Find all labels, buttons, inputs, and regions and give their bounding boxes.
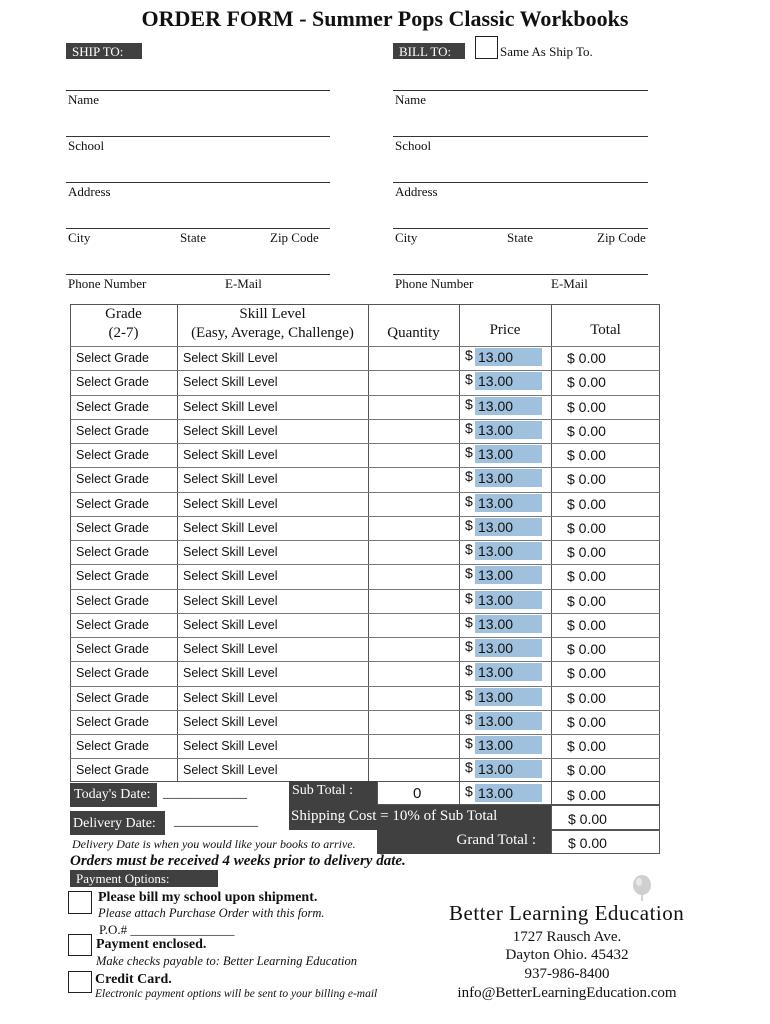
skill-level-select[interactable]: Select Skill Level [183, 399, 278, 414]
price-currency: $ [465, 371, 473, 388]
grade-select[interactable]: Select Grade [76, 496, 149, 511]
price-currency: $ [465, 662, 473, 679]
grade-select[interactable]: Select Grade [76, 714, 149, 729]
skill-level-select[interactable]: Select Skill Level [183, 520, 278, 535]
price-field: 13.00 [475, 639, 542, 657]
price-currency: $ [465, 492, 473, 509]
grand-total: $ 0.00 [568, 835, 607, 851]
ship-address-label: Address [68, 184, 111, 199]
price-currency: $ [465, 395, 473, 412]
company-name: Better Learning Education [449, 901, 685, 925]
bill-phone-label: Phone Number [395, 276, 474, 291]
price-field: 13.00 [475, 712, 542, 730]
price-field: 13.00 [475, 494, 542, 512]
order-warning: Orders must be received 4 weeks prior to delivery date. [70, 853, 406, 869]
price-field: 13.00 [475, 469, 542, 487]
bill-school-label: School [395, 138, 432, 153]
row-total: $ 0.00 [567, 374, 606, 391]
skill-level-select[interactable]: Select Skill Level [183, 569, 278, 584]
bill-school-label: Please bill my school upon shipment. [98, 890, 318, 905]
bill-city-label: City [395, 230, 418, 245]
row-total: $ 0.00 [567, 616, 606, 633]
bill-school-checkbox[interactable] [68, 891, 92, 914]
grade-select[interactable]: Select Grade [76, 569, 149, 584]
same-as-ship-checkbox[interactable] [475, 36, 498, 59]
header-skill: Skill Level (Easy, Average, Challenge) [191, 306, 354, 341]
price-field: 13.00 [475, 445, 542, 463]
price-field: 13.00 [475, 566, 542, 584]
row-total: $ 0.00 [567, 495, 606, 512]
price-field: 13.00 [475, 372, 542, 390]
ship-city-label: City [68, 230, 91, 245]
grand-total-label: Grand Total : [377, 830, 551, 854]
price-field: 13.00 [475, 542, 542, 560]
bill-zip-label: Zip Code [597, 230, 646, 245]
skill-level-select[interactable]: Select Skill Level [183, 472, 278, 487]
grade-select[interactable]: Select Grade [76, 690, 149, 705]
skill-level-select[interactable]: Select Skill Level [183, 642, 278, 656]
balloon-logo-icon [630, 874, 654, 902]
credit-card-checkbox[interactable] [68, 971, 92, 993]
bill-name-line[interactable] [393, 90, 648, 91]
bill-name-label: Name [395, 92, 427, 107]
price-currency: $ [465, 419, 473, 436]
row-total: $ 0.00 [567, 422, 606, 439]
payment-enclosed-note: Make checks payable to: Better Learning Education [96, 954, 358, 968]
ship-school-label: School [68, 138, 105, 153]
price-field: 13.00 [475, 760, 542, 778]
row-total: $ 0.00 [567, 713, 606, 730]
ship-email-label: E-Mail [225, 276, 262, 291]
ship-city-line[interactable] [66, 228, 330, 229]
row-total: $ 0.00 [567, 762, 606, 779]
grade-select[interactable]: Select Grade [76, 399, 149, 414]
price-currency: $ [465, 541, 473, 557]
company-city: Dayton Ohio. 45432 [505, 947, 629, 963]
price-currency: $ [465, 759, 473, 776]
ship-to-tag: SHIP TO: [66, 43, 142, 59]
bill-to-tag: BILL TO: [393, 43, 465, 59]
grade-select[interactable]: Select Grade [76, 423, 149, 438]
skill-level-select[interactable]: Select Skill Level [183, 739, 278, 753]
price-currency: $ [465, 638, 473, 654]
row-total: $ 0.00 [567, 519, 606, 536]
row-total: $ 0.00 [567, 350, 606, 366]
shipping-total: $ 0.00 [568, 811, 607, 827]
subtotal-quantity: 0 [413, 785, 422, 802]
grade-select[interactable]: Select Grade [76, 617, 149, 632]
delivery-date-field[interactable]: ____________ [174, 814, 258, 829]
grade-select[interactable]: Select Grade [76, 351, 149, 365]
row-total: $ 0.00 [567, 544, 606, 560]
grade-select[interactable]: Select Grade [76, 666, 149, 681]
row-total: $ 0.00 [567, 592, 606, 609]
shipping-label: Shipping Cost = 10% of Sub Total [289, 805, 551, 830]
grade-select[interactable]: Select Grade [76, 545, 149, 559]
grade-select[interactable]: Select Grade [76, 593, 149, 608]
ship-state-label: State [180, 230, 206, 245]
grade-select[interactable]: Select Grade [76, 739, 149, 753]
price-currency: $ [465, 589, 473, 606]
grade-select[interactable]: Select Grade [76, 642, 149, 656]
todays-date-label: Today's Date: [70, 783, 157, 807]
price-currency: $ [465, 444, 473, 460]
price-field: 13.00 [475, 518, 542, 536]
price-currency: $ [465, 686, 473, 703]
bill-address-label: Address [395, 184, 438, 199]
grade-select[interactable]: Select Grade [76, 448, 149, 462]
skill-level-select[interactable]: Select Skill Level [183, 617, 278, 632]
price-field: 13.00 [475, 663, 542, 681]
subtotal-label: Sub Total : [289, 781, 377, 805]
bill-phone-line[interactable] [393, 274, 648, 275]
row-total: $ 0.00 [567, 665, 606, 682]
skill-level-select[interactable]: Select Skill Level [183, 496, 278, 511]
skill-level-select[interactable]: Select Skill Level [183, 666, 278, 681]
bill-city-line[interactable] [393, 228, 648, 229]
company-email[interactable]: info@BetterLearningEducation.com [457, 985, 677, 1001]
grade-select[interactable]: Select Grade [76, 472, 149, 487]
subtotal-total: $ 0.00 [567, 787, 606, 803]
credit-card-note: Electronic payment options will be sent to your billing e-mail [95, 988, 378, 1000]
grade-select[interactable]: Select Grade [76, 763, 149, 778]
ship-name-label: Name [68, 92, 100, 107]
payment-enclosed-label: Payment enclosed. [96, 937, 207, 952]
delivery-note: Delivery Date is when you would like your books to arrive. [72, 837, 356, 851]
payment-options-tag: Payment Options: [70, 870, 218, 887]
row-total: $ 0.00 [567, 568, 606, 585]
row-total: $ 0.00 [567, 471, 606, 488]
price-field: 13.00 [475, 688, 542, 706]
price-field: 13.00 [475, 591, 542, 609]
company-phone: 937-986-8400 [524, 966, 610, 982]
payment-enclosed-checkbox[interactable] [68, 934, 92, 956]
skill-level-select[interactable]: Select Skill Level [183, 423, 278, 438]
bill-address-line[interactable] [393, 182, 648, 183]
price-field: 13.00 [475, 348, 542, 366]
bill-state-label: State [507, 230, 533, 245]
page-title: ORDER FORM - Summer Pops Classic Workbooks [141, 6, 629, 31]
skill-level-select[interactable]: Select Skill Level [183, 545, 278, 559]
skill-level-select[interactable]: Select Skill Level [183, 714, 278, 729]
subtotal-price: 13.00 [475, 784, 542, 802]
row-total: $ 0.00 [567, 641, 606, 657]
grade-select[interactable]: Select Grade [76, 520, 149, 535]
header-price: Price [489, 322, 521, 338]
grade-select[interactable]: Select Grade [76, 375, 149, 390]
bill-school-note: Please attach Purchase Order with this form. [98, 906, 325, 920]
same-as-ship-label: Same As Ship To. [500, 44, 593, 59]
skill-level-select[interactable]: Select Skill Level [183, 351, 278, 365]
ship-school-line[interactable] [66, 136, 330, 137]
row-total: $ 0.00 [567, 447, 606, 463]
ship-phone-label: Phone Number [68, 276, 147, 291]
delivery-date-label: Delivery Date: [70, 811, 165, 835]
header-total: Total [590, 322, 621, 338]
price-currency: $ [465, 347, 473, 363]
header-grade: Grade (2-7) [105, 306, 142, 341]
skill-level-select[interactable]: Select Skill Level [183, 763, 278, 778]
price-currency: $ [465, 710, 473, 727]
price-currency: $ [465, 468, 473, 485]
price-field: 13.00 [475, 736, 542, 754]
price-currency: $ [465, 735, 473, 751]
todays-date-field[interactable]: ____________ [163, 786, 247, 801]
header-quantity: Quantity [387, 325, 440, 341]
price-currency: $ [465, 565, 473, 582]
price-currency: $ [465, 516, 473, 533]
price-currency: $ [465, 613, 473, 630]
price-field: 13.00 [475, 397, 542, 415]
ship-name-line[interactable] [66, 90, 330, 91]
ship-address-line[interactable] [66, 182, 330, 183]
row-total: $ 0.00 [567, 689, 606, 706]
bill-email-label: E-Mail [551, 276, 588, 291]
price-field: 13.00 [475, 615, 542, 633]
skill-level-select[interactable]: Select Skill Level [183, 690, 278, 705]
company-street: 1727 Rausch Ave. [512, 929, 622, 945]
row-total: $ 0.00 [567, 738, 606, 754]
price-field: 13.00 [475, 421, 542, 439]
skill-level-select[interactable]: Select Skill Level [183, 448, 278, 462]
bill-school-line[interactable] [393, 136, 648, 137]
credit-card-label: Credit Card. [95, 972, 172, 987]
po-number-field[interactable]: P.O.# ________________ [99, 922, 235, 937]
skill-level-select[interactable]: Select Skill Level [183, 593, 278, 608]
skill-level-select[interactable]: Select Skill Level [183, 375, 278, 390]
ship-zip-label: Zip Code [270, 230, 319, 245]
ship-phone-line[interactable] [66, 274, 330, 275]
row-total: $ 0.00 [567, 398, 606, 415]
